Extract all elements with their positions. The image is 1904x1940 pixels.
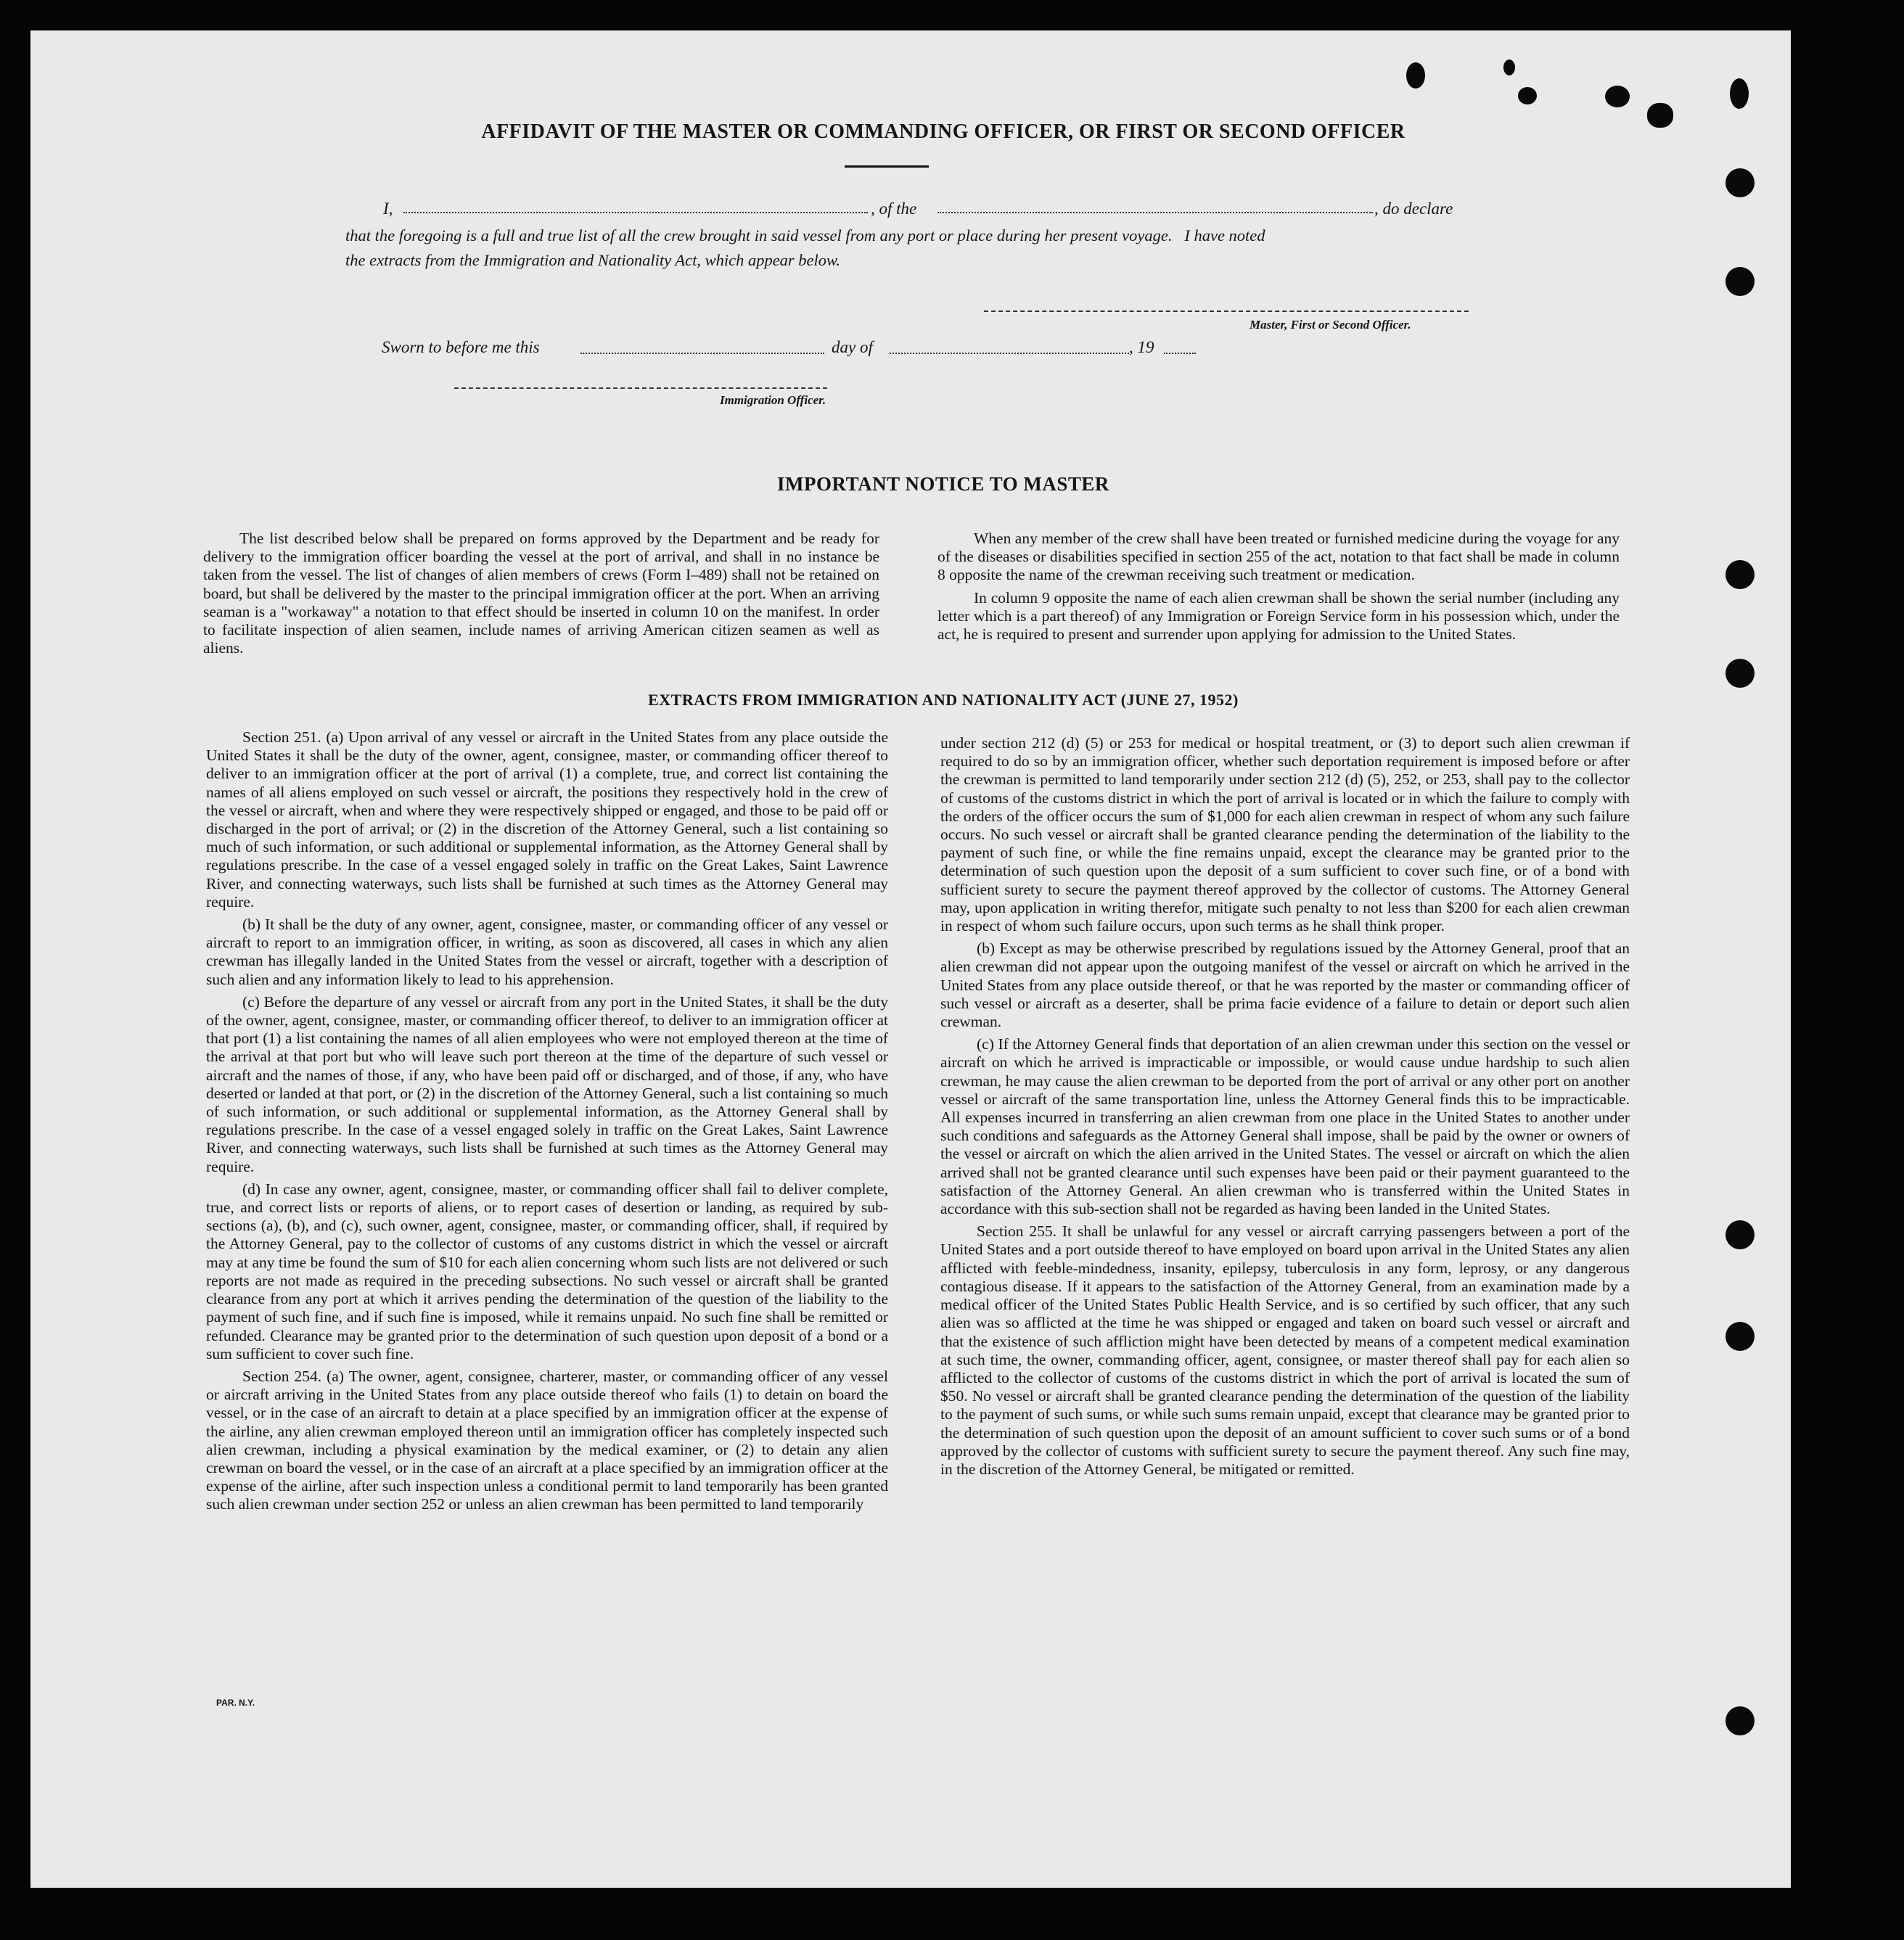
section-251-b: (b) It shall be the duty of any owner, agent, consignee, master, or commanding officer of any vessel or aircraft to report to an immigration officer, in writing, as soon as discovered, all cases in which any alien crewman has illegally landed in the United States from the vessel or aircraft, together with a description of such alien and any information likely to lead to his apprehension. xyxy=(206,916,888,988)
year-line xyxy=(1164,353,1196,354)
extracts-title: EXTRACTS FROM IMMIGRATION AND NATIONALITY ACT (JUNE 27, 1952) xyxy=(648,691,1239,709)
declaration-line-1: that the foregoing is a full and true list of all the crew brought in said vessel from any port or place during her present voyage. I have noted xyxy=(345,226,1265,244)
sworn-label: Sworn to before me this xyxy=(382,338,540,356)
year-label: , 19 xyxy=(1129,338,1154,356)
ink-blot xyxy=(1730,78,1749,109)
section-254-a-cont: under section 212 (d) (5) or 253 for medical or hospital treatment, or (3) to deport such alien crewman if required to do so by an immigration officer, whether such deportation requirement is imposed before or after the crewman is permitted to land temporarily under section 212 (d) (5), 252, or 253, shall pay to the collector of customs of the customs district in which the port of arrival is located or in which the failure to comply with the orders of the officer occurs the sum of $1,000 for each alien crewman in respect of whom any such failure occurs. No such vessel or aircraft shall be granted clearance pending the determination of the liability to the payment of such fine, or while the fine remains unpaid, except the clearance may be granted prior to the determination of such question upon the deposit of a sum sufficient to cover such fine, or of a bond with sufficient surety to secure the payment thereof approved by the collector of customs. The Attorney General may, upon application in writing therefor, mitigate such penalty to not less than $200 for each alien crewman in respect of whom such failure occurs, upon such terms as he shall think proper. xyxy=(940,734,1630,935)
punch-hole xyxy=(1726,267,1755,296)
ink-blot xyxy=(1503,59,1515,75)
notice-right-text-2: In column 9 opposite the name of each alien crewman shall be shown the serial number (including any letter which is a part thereof) of any Immigration or Foreign Service form in his possession which, under the act, he is required to present and surrender upon applying for admission to the United States. xyxy=(937,588,1620,644)
extracts-left xyxy=(206,728,888,1518)
notice-left-text: The list described below shall be prepared on forms approved by the Department and be ready for delivery to the immigration officer boarding the vessel at the port of arrival, and shall in no instance be taken from the vessel. The list of changes of alien members of crews (Form I–489) shall not be retained on board, but shall be delivered by the master to the principal immigration officer at the port. When an arriving seaman is a "workaway" a notation to that effect should be inserted in column 10 on the manifest. In order to facilitate inspection of alien seamen, include names of arriving American citizen seamen as well as aliens. xyxy=(203,530,879,657)
vessel-line xyxy=(937,212,1373,213)
immigration-caption: Immigration Officer. xyxy=(720,393,826,407)
section-254-c: (c) If the Attorney General finds that deportation of an alien crewman under this section on the vessel or aircraft on which he arrived is impracticable or impossible, or would cause undue hardship to such alien crewman, he may cause the alien crewman to be deported from the port of arrival or any other port on another vessel or aircraft of the same transportation line, unless the Attorney General finds this to be impracticable. All expenses incurred in transferring an alien crewman from one place in the United States to another under such conditions and safeguards as the Attorney General shall impose, shall be paid by the owner or owners of the vessel or aircraft on which the alien arrived in the United States. The vessel or aircraft on which the alien arrived shall not be granted clearance until such expenses have been paid or their payment guaranteed to the satisfaction of the Attorney General. An alien crewman who is transferred within the United States in accordance with this sub-section shall not be regarded as having been landed in the United States. xyxy=(940,1035,1630,1218)
notice-right xyxy=(937,530,1620,648)
punch-hole xyxy=(1726,659,1755,688)
punch-hole xyxy=(1726,1220,1755,1249)
punch-hole xyxy=(1726,168,1755,197)
notice-left xyxy=(203,530,879,662)
ink-blot xyxy=(1518,87,1537,104)
name-line xyxy=(403,212,868,213)
section-254-b: (b) Except as may be otherwise prescribed by regulations issued by the Attorney General, proof that an alien crewman did not appear upon the outgoing manifest of the vessel or aircraft on which he arrived in the United States from any place outside thereof, or that he was reported by the master or commanding officer of such vessel or aircraft as a deserter, shall be prima facie evidence of a failure to detain or deport such alien crewman. xyxy=(940,940,1630,1031)
month-line xyxy=(890,353,1129,354)
day-of-label: day of xyxy=(832,338,873,356)
punch-hole xyxy=(1726,560,1755,589)
ink-blot xyxy=(1605,86,1630,107)
immigration-signature-line xyxy=(454,387,827,389)
printer-mark: PAR. N.Y. xyxy=(216,1698,255,1708)
section-251-c: (c) Before the departure of any vessel or aircraft from any port in the United States, it shall be the duty of the owner, agent, consignee, master, or commanding officer thereof, to deliver to an immigration officer at that port (1) a list containing the names of all alien employees who were not employed thereon at the time of the arrival at that port but who will leave such port thereon at the time of the departure of such vessel or aircraft and the names of those, if any, who have been paid off or discharged, and of those, if any, who have deserted or landed at that port, or (2) in the discretion of the Attorney General, such a list containing so much of such information, or such additional or supplemental information, as the Attorney General shall by regulations prescribe. In the case of a vessel engaged solely in traffic on the Great Lakes, Saint Lawrence River, and connecting waterways, such lists shall be furnished at such times as the Attorney General may require. xyxy=(206,992,888,1175)
do-declare-label: , do declare xyxy=(1374,200,1453,218)
of-the-label: , of the xyxy=(871,200,917,218)
ink-blot xyxy=(1647,103,1673,128)
section-251-a: Section 251. (a) Upon arrival of any vessel or aircraft in the United States from any place outside the United States it shall be the duty of the owner, agent, consignee, master, or commanding officer thereof to deliver to an immigration officer at the port of arrival (1) a complete, true, and correct list containing the names of all aliens employed on such vessel or aircraft, the positions they respectively hold in the crew of the vessel or aircraft, when and where they were respectively shipped or engaged, and those to be paid off or discharged in the port of arrival; or (2) in the discretion of the Attorney General, such a list containing so much of such information, or such additional or supplemental information, as the Attorney General shall by regulations prescribe. In the case of a vessel engaged solely in traffic on the Great Lakes, Saint Lawrence River, and connecting waterways, such lists shall be furnished at such times as the Attorney General may require. xyxy=(206,728,888,911)
i-label: I, xyxy=(383,200,393,218)
notice-right-text-1: When any member of the crew shall have been treated or furnished medicine during the voyage for any of the diseases or disabilities specified in section 255 of the act, notation to that fact shall be made in column 8 opposite the name of the crewman receiving such treatment or medication. xyxy=(937,530,1620,584)
extracts-right xyxy=(940,734,1630,1483)
affidavit-title: AFFIDAVIT OF THE MASTER OR COMMANDING OFFICER, OR FIRST OR SECOND OFFICER xyxy=(481,120,1406,143)
ink-blot xyxy=(1406,62,1425,89)
punch-hole xyxy=(1726,1706,1755,1735)
title-rule xyxy=(845,165,929,168)
sworn-day-line xyxy=(580,353,824,354)
section-251-d: (d) In case any owner, agent, consignee, master, or commanding officer shall fail to deliver complete, true, and correct lists or reports of aliens, or to report cases of desertion or landing, as required by sub-sections (a), (b), and (c), such owner, agent, consignee, master, or commanding officer, shall, if required by the Attorney General, pay to the collector of customs of any customs district in which the vessel or aircraft may at any time be found the sum of $10 for each alien concerning whom such lists are not delivered or such reports are not made as required in the preceding subsections. No such vessel or aircraft shall be granted clearance from any port at which it arrives pending the determination of the question of the liability to the payment of such fine, and if such fine is imposed, while it remains unpaid. No such fine shall be remitted or refunded. Clearance may be granted prior to the determination of such question upon deposit of a bond or a sum sufficient to cover such fine. xyxy=(206,1180,888,1362)
declaration-line-2: the extracts from the Immigration and Nationality Act, which appear below. xyxy=(345,251,841,269)
officer-signature-line xyxy=(984,311,1469,312)
notice-title: IMPORTANT NOTICE TO MASTER xyxy=(777,473,1109,495)
officer-caption: Master, First or Second Officer. xyxy=(1250,318,1411,332)
section-255: Section 255. It shall be unlawful for any vessel or aircraft carrying passengers between a port of the United States and a port outside thereof to have employed on board upon arrival in the United States any alien afflicted with feeble-mindedness, insanity, epilepsy, tuberculosis in any form, leprosy, or any dangerous contagious disease. If it appears to the satisfaction of the Attorney General, from an examination made by a medical officer of the United States Public Health Service, and is so certified by such officer, that any such alien was so afflicted at the time he was shipped or engaged and taken on board such vessel or aircraft and that the existence of such affliction might have been detected by means of a competent medical examination at such time, the owner, commanding officer, agent, consignee, or master thereof shall pay for each alien so afflicted to the collector of customs of the customs district in which the port of arrival is located the sum of $50. No vessel or aircraft shall be granted clearance pending the determination of the question of the liability to the payment of such sums, or while such sums remain unpaid, except that clearance may be granted prior to the determination of such question upon the deposit of an amount sufficient to cover such sums or of a bond approved by the collector of customs with sufficient surety to secure the payment thereof. Any such fine may, in the discretion of the Attorney General, be mitigated or remitted. xyxy=(940,1222,1630,1478)
section-254-a: Section 254. (a) The owner, agent, consignee, charterer, master, or commanding officer of any vessel or aircraft arriving in the United States from any place outside thereof who fails (1) to detain on board the vessel, or in the case of an aircraft to detain at a place specified by an immigration officer at the expense of the airline, any alien crewman employed thereon until an immigration officer has completely inspected such alien crewman, including a physical examination by the medical examiner, or (2) to detain any alien crewman on board the vessel, or in the case of an aircraft at a place specified by an immigration officer at the expense of the airline, after such inspection unless a conditional permit to land temporarily has been granted such alien crewman under section 252 or unless an alien crewman has been permitted to land temporarily xyxy=(206,1367,888,1513)
punch-hole xyxy=(1726,1322,1755,1351)
